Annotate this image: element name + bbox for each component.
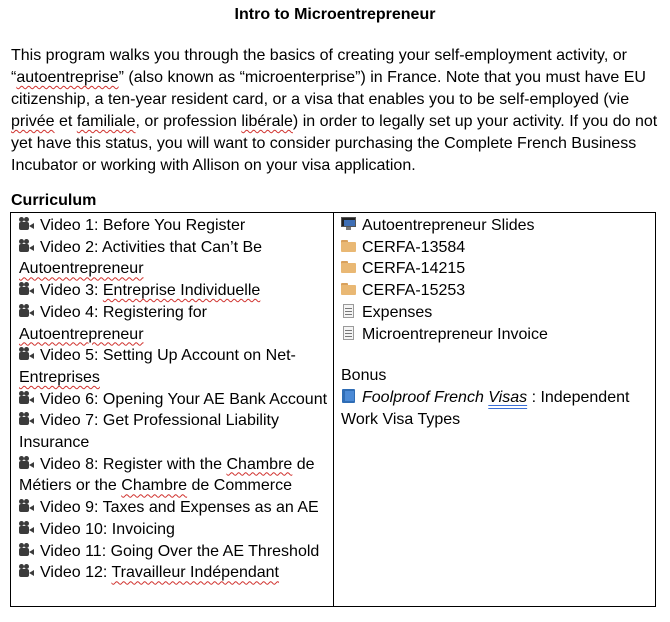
video-camera-icon [19,239,35,253]
intro-paragraph [11,45,661,177]
video-camera-icon [19,521,35,535]
video-item[interactable] [19,280,333,302]
bonus-book-title: Foolproof French [362,388,489,406]
document-icon [341,326,357,340]
intro-term-autoentreprise: autoentreprise [16,69,119,86]
intro-text: ” (also known as “microenterprise”) in France. Note that you must have EU citizenship, a ten-year resident card, or a visa that enables you to be self-employed (vie [11,69,646,108]
video-label: Video 6: Opening Your AE Bank Account [40,390,328,408]
video-camera-icon [19,456,35,470]
video-label: Video 4: Registering for [40,303,207,321]
resource-item[interactable] [341,237,655,259]
intro-text: ) in order to legally set up your activity. If you do not yet have this status, you will want to consider purchasing the Complete French Business Incubator or working with Allison on your visa application. [11,113,658,174]
resource-label: CERFA-15253 [362,282,466,300]
video-label: Video 2: Activities that Can’t Be [40,238,263,256]
video-label: de Métiers or the [19,455,315,495]
resource-list [334,213,655,606]
video-item[interactable] [19,389,333,411]
video-label: Video 12: [40,564,112,582]
resource-item[interactable] [341,215,655,237]
resource-label: CERFA-13584 [362,238,466,256]
video-item[interactable] [19,519,333,541]
video-label: Video 11: Going Over the AE Threshold [40,542,320,560]
video-item[interactable] [19,302,333,345]
video-camera-icon [19,347,35,361]
video-label: Video 7: Get Professional Liability Insurance [19,412,279,452]
video-label-term: Entreprises [19,368,100,386]
video-camera-icon [19,282,35,296]
video-camera-icon [19,217,35,231]
video-label: de Commerce [187,477,292,495]
document-icon [341,304,357,318]
video-label-term: Autoentrepreneur [19,325,144,343]
resource-label: Microentrepreneur Invoice [362,325,548,343]
bonus-book-title-term: Visas [488,388,528,406]
video-camera-icon [19,412,35,426]
video-item[interactable] [19,345,333,388]
video-label: Video 3: [40,282,103,300]
video-item[interactable] [19,497,333,519]
video-label: Video 1: Before You Register [40,217,246,234]
resource-item[interactable] [341,324,655,346]
bonus-book-subtitle: : Independent Work Visa Types [341,388,630,428]
intro-text: This program walks you through the basics of creating your self-employment activity, or “ [11,47,627,86]
curriculum-table [10,212,656,607]
intro-term-familiale: familiale [76,113,136,130]
video-label: Video 5: Setting Up Account on Net- [40,347,296,365]
resource-item[interactable] [341,258,655,280]
bonus-heading: Bonus [341,367,387,385]
resource-label: Autoentrepreneur Slides [362,217,535,234]
video-label: Video 8: Register with the [40,455,227,473]
video-item[interactable] [19,454,333,497]
curriculum-heading: Curriculum [11,192,97,209]
video-camera-icon [19,304,35,318]
video-item[interactable] [19,541,333,563]
video-camera-icon [19,564,35,578]
intro-term-privee: privée [11,113,55,130]
video-label: Video 9: Taxes and Expenses as an AE [40,499,319,517]
intro-text: , or profession [135,113,242,130]
video-label-term: Travailleur Indépendant [111,564,279,582]
video-camera-icon [19,499,35,513]
resource-item[interactable] [341,280,655,302]
document-title: Intro to Microentrepreneur [234,6,436,23]
video-list [11,213,334,606]
video-item[interactable] [19,562,333,584]
intro-term-liberale: libérale [241,113,293,130]
resource-label: CERFA-14215 [362,260,466,278]
intro-text: et [54,113,77,130]
video-label-term: Entreprise Individuelle [102,282,261,300]
video-item[interactable] [19,410,333,453]
video-item[interactable] [19,237,333,280]
folder-icon [341,260,357,274]
video-label: Video 10: Invoicing [40,520,175,538]
video-item[interactable] [19,215,333,237]
folder-icon [341,282,357,296]
video-label-term: Autoentrepreneur [19,260,144,278]
video-camera-icon [19,543,35,557]
video-camera-icon [19,391,35,405]
video-label-term: Chambre [121,477,188,495]
resource-label: Expenses [362,303,433,321]
video-label-term: Chambre [226,455,293,473]
folder-icon [341,239,357,253]
bonus-item[interactable] [341,387,655,430]
book-icon [341,389,357,403]
resource-item[interactable] [341,302,655,324]
monitor-icon [341,217,357,231]
